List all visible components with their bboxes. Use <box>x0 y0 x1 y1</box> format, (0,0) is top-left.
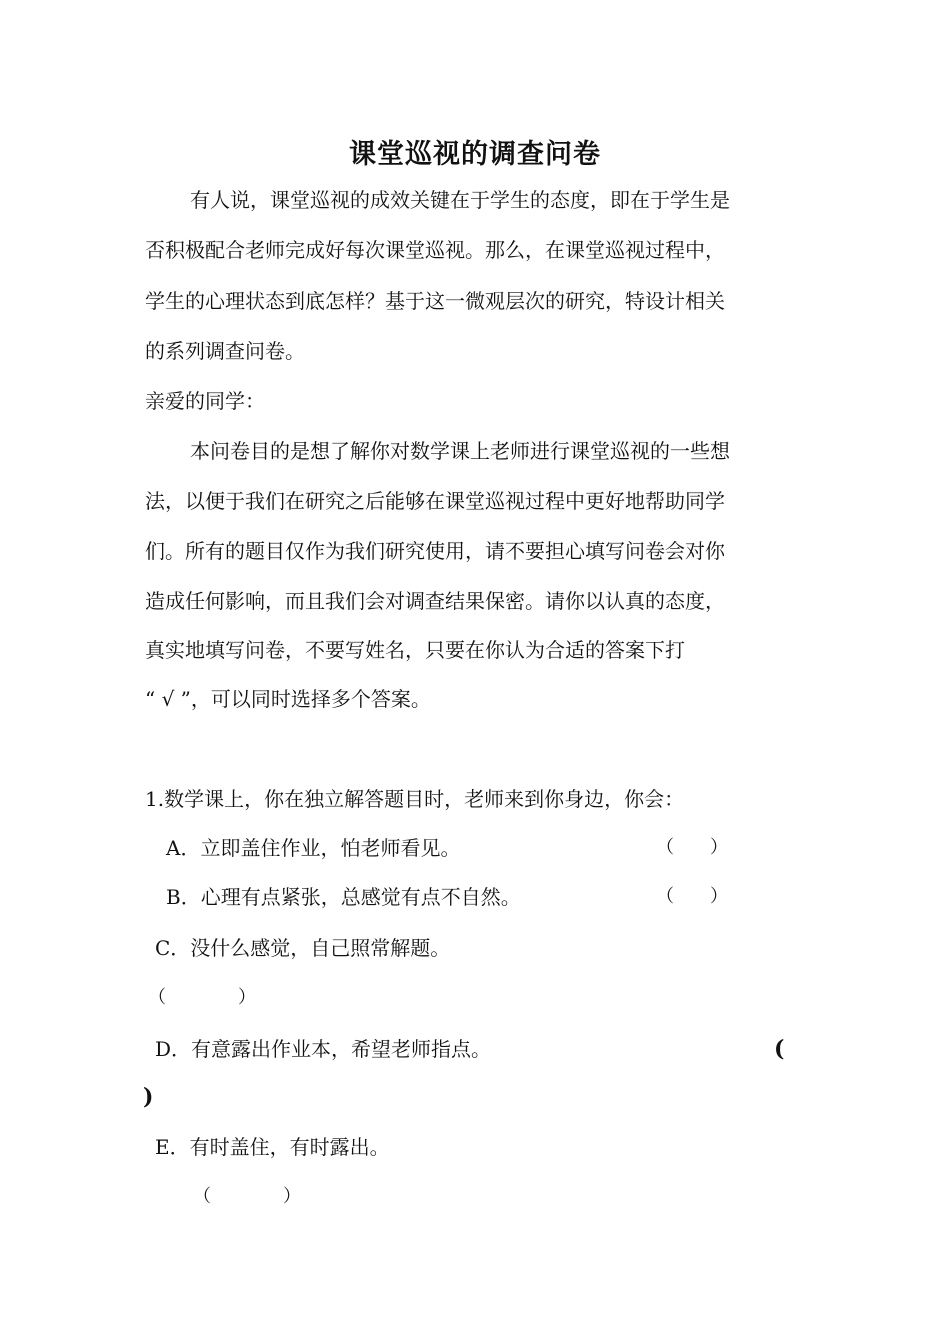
option-d-blank-close[interactable]: ) <box>143 1084 154 1110</box>
option-e-answer-blank[interactable]: （ ） <box>193 1186 301 1207</box>
option-b-answer-blank[interactable]: （ ） <box>656 886 728 907</box>
option-a-label: A．立即盖住作业，怕老师看见。 <box>166 836 461 860</box>
option-b-label: B．心理有点紧张，总感觉有点不自然。 <box>166 885 521 909</box>
option-d-label: D．有意露出作业本，希望老师指点。 <box>155 1037 492 1061</box>
greeting: 亲爱的同学： <box>145 389 265 413</box>
intro-line-4: 的系列调查问卷。 <box>145 339 305 363</box>
body-line-3: 们。所有的题目仅作为我们研究使用，请不要担心填写问卷会对你 <box>145 539 725 563</box>
body-line-5: 真实地填写问卷，不要写姓名，只要在你认为合适的答案下打 <box>145 638 685 662</box>
option-c-answer-blank[interactable]: （ ） <box>148 987 256 1008</box>
body-line-6: “ √ ”，可以同时选择多个答案。 <box>145 687 431 711</box>
option-d-blank-open[interactable]: ( <box>774 1036 785 1062</box>
option-c-label: C．没什么感觉，自己照常解题。 <box>155 936 451 960</box>
body-line-2: 法，以便于我们在研究之后能够在课堂巡视过程中更好地帮助同学 <box>145 489 725 513</box>
option-e-label: E．有时盖住，有时露出。 <box>155 1135 390 1159</box>
option-a-answer-blank[interactable]: （ ） <box>656 837 728 858</box>
intro-line-2: 否积极配合老师完成好每次课堂巡视。那么，在课堂巡视过程中， <box>145 238 725 262</box>
intro-line-3: 学生的心理状态到底怎样？基于这一微观层次的研究，特设计相关 <box>145 289 725 313</box>
body-line-4: 造成任何影响，而且我们会对调查结果保密。请你以认真的态度， <box>145 589 725 613</box>
body-line-1: 本问卷目的是想了解你对数学课上老师进行课堂巡视的一些想 <box>190 439 730 463</box>
question-1-stem: 1.数学课上，你在独立解答题目时，老师来到你身边，你会： <box>145 787 685 811</box>
document-title: 课堂巡视的调查问卷 <box>349 139 601 170</box>
intro-line-1: 有人说，课堂巡视的成效关键在于学生的态度，即在于学生是 <box>190 188 730 212</box>
